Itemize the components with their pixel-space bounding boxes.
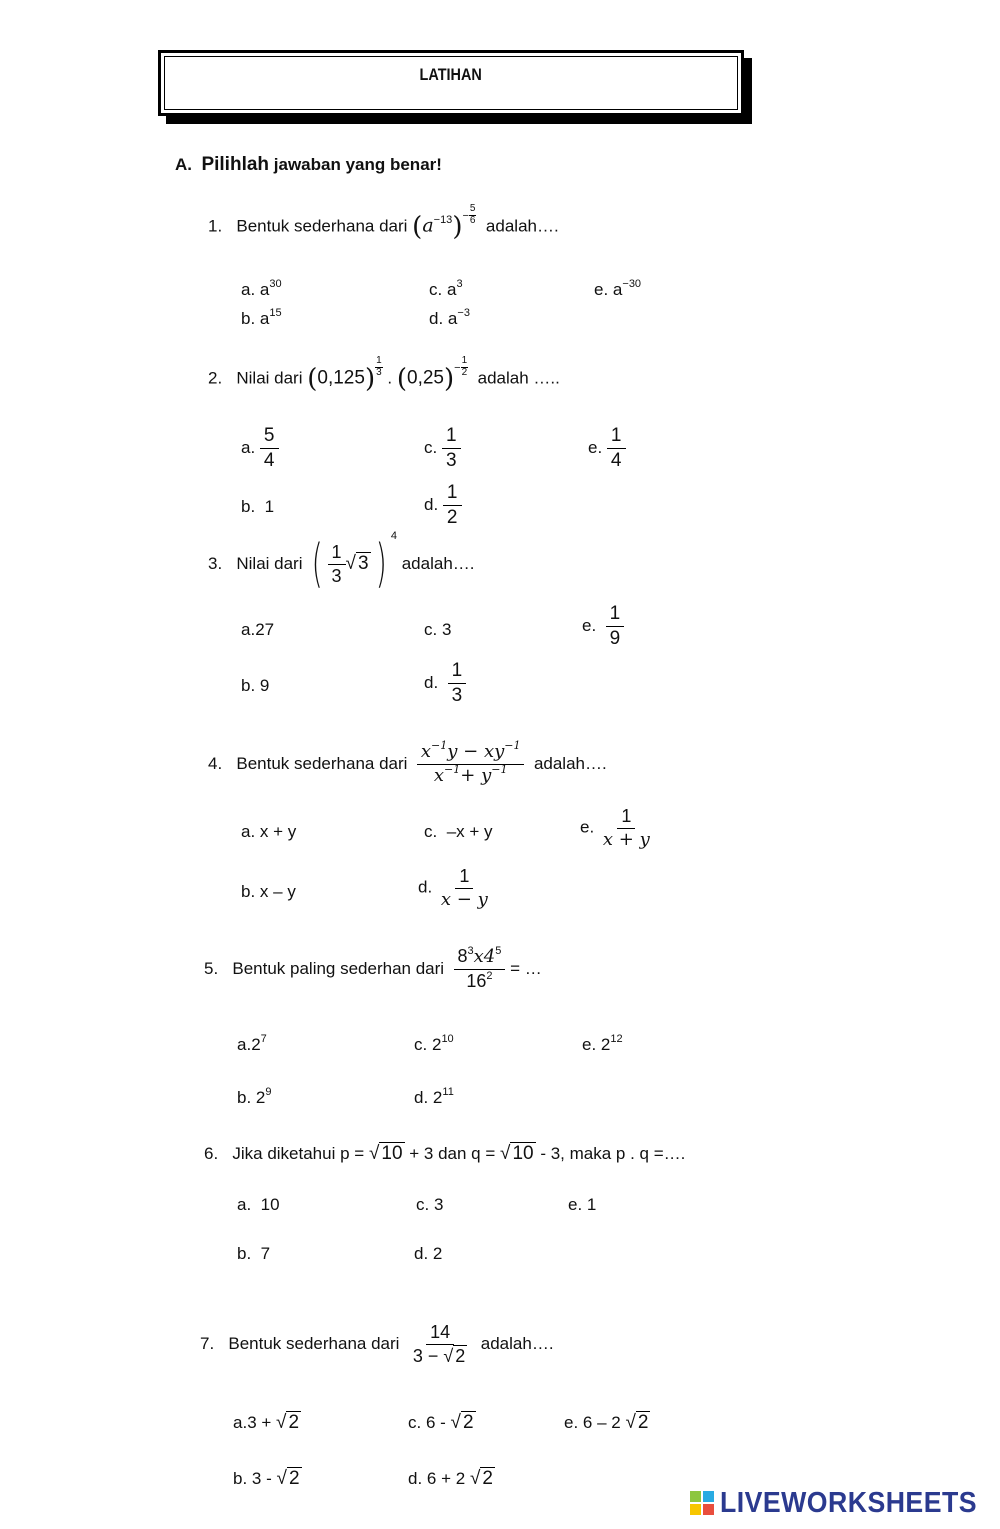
paren-close: ) [452,212,463,242]
question-tail: = … [510,958,542,978]
question-text: Bentuk sederhana dari [236,216,408,236]
section-instruction: jawaban yang benar! [273,155,442,174]
question-3: 3. Nilai dari ( $\frac{1}{3}$ √ 3 ) 4 adalah…. [208,530,475,594]
title-inner [164,56,738,110]
option-4c[interactable]: c. –x + y [424,822,493,841]
math-exponent: 4 [390,530,397,542]
logo-mark-icon [690,1491,716,1517]
question-1 [208,203,559,242]
question-text: Jika diketahui p = [232,1144,365,1163]
option-3b[interactable]: b. 9 [241,676,270,695]
option-7a[interactable]: a.3 + √ 2 [233,1412,300,1433]
question-text: Nilai dari [236,554,303,573]
math-term: 0,125 [317,367,365,389]
logo-text: LIVEWORKSHEETS [720,1487,977,1519]
option-3a[interactable]: a.27 [241,620,275,639]
option-7d[interactable]: d. 6 + 2 √ 2 [408,1468,493,1489]
option-5b[interactable]: b. $2^9$ [237,1086,272,1107]
option-2b[interactable]: b. 1 [241,497,275,516]
question-number: 7. [200,1334,215,1354]
option-6e[interactable]: e. 1 [568,1195,597,1214]
math-fraction: $\frac{8^3x4^5}{16^2}$ [454,946,506,991]
option-1a[interactable]: a. $a^{30}$ [241,278,282,299]
option-4a[interactable]: a. x + y [241,822,297,841]
option-7c[interactable]: c. 6 - √ 2 [408,1412,474,1433]
option-6d[interactable]: d. 2 [414,1244,443,1263]
question-number: 6. [204,1144,219,1163]
option-2d[interactable]: d. $\frac{1}{2}$ [424,482,462,529]
math-term: 0,25 [407,367,444,389]
option-2c[interactable]: c. $\frac{1}{3}$ [424,425,461,472]
option-5e[interactable]: e. $2^{12}$ [582,1033,623,1054]
section-word: Pilihlah [201,154,270,175]
math-fraction-exponent: $\frac{1}{3}$ [376,355,382,378]
option-6b[interactable]: b. 7 [237,1244,271,1263]
math-fraction-exponent: $\frac{5}{6}$ [469,203,476,226]
section-header [175,154,442,176]
option-1e[interactable]: e. $a^{-30}$ [594,278,642,299]
title-box [158,50,744,116]
exp-minus: − [462,210,469,223]
question-text: Bentuk sederhana dari [236,754,408,774]
liveworksheets-logo[interactable] [690,1487,999,1520]
question-number: 3. [208,554,223,573]
option-3c[interactable]: c. 3 [424,620,452,639]
option-3d[interactable]: d. $\frac{1}{3}$ [424,660,466,707]
question-text-2: + 3 dan q = [409,1144,496,1163]
option-6a[interactable]: a. 10 [237,1195,280,1214]
math-fraction-exponent: $\frac{1}{2}$ [461,355,468,378]
question-6: 6. Jika diketahui p = √ 10 + 3 dan q = √ 10 - 3, maka p . q =…. [204,1143,686,1164]
option-7b[interactable]: b. 3 - √ 2 [233,1468,300,1489]
option-1b[interactable]: b. $a^{15}$ [241,307,282,328]
option-2e[interactable]: e. $\frac{1}{4}$ [588,425,626,472]
question-text-3: - 3, maka p . q =…. [540,1144,686,1163]
page-title: LATIHAN [419,65,483,84]
option-4d[interactable]: d. $\frac{1}{x - y}$ [418,866,488,910]
math-dot: . [387,368,393,388]
option-5d[interactable]: d. $2^{11}$ [414,1086,454,1107]
question-number: 4. [208,754,223,774]
question-text: Bentuk sederhana dari [228,1334,400,1354]
question-tail: adalah…. [485,216,559,236]
option-5a[interactable]: $a.2^7$ [237,1033,267,1054]
option-1d[interactable]: d. $a^{-3}$ [429,307,470,328]
question-tail: adalah…. [401,554,475,573]
question-number: 5. [204,958,219,978]
paren-open: ( [412,212,423,242]
option-4b[interactable]: b. x – y [241,882,296,901]
option-3e[interactable]: e. $\frac{1}{9}$ [582,603,624,650]
option-6c[interactable]: c. 3 [416,1195,444,1214]
question-5 [204,946,542,991]
question-2: 2. Nilai dari (0,125) $\frac{1}{3}$ . (0,25)− $\frac{1}{2}$ adalah ….. [208,355,560,394]
option-4e[interactable]: e. $\frac{1}{x + y}$ [580,806,650,850]
question-tail: adalah ….. [477,368,560,388]
question-number: 2. [208,368,223,388]
question-number: 1. [208,216,223,236]
option-2a[interactable]: a. $\frac{5}{4}$ [241,425,279,472]
math-base: a [422,214,434,237]
question-4 [208,739,607,786]
math-exponent: −13 [433,214,453,227]
question-tail: adalah…. [480,1334,554,1354]
math-fraction: $\frac{14}{3 - √ 2}$ [412,1322,466,1366]
question-text: Nilai dari [236,368,303,388]
question-tail: adalah…. [533,754,607,774]
option-7e[interactable]: e. 6 – 2 √ 2 [564,1412,649,1433]
question-text: Bentuk paling sederhan dari [232,958,445,978]
section-letter: A. [175,155,192,174]
option-1c[interactable]: c. $a^3$ [429,278,463,299]
math-fraction: $\frac{x^{-1}y - xy^{-1}}{x^{-1}+ y^{-1}}$ [417,742,525,786]
option-5c[interactable]: c. $2^{10}$ [414,1033,454,1054]
question-7 [200,1322,554,1366]
